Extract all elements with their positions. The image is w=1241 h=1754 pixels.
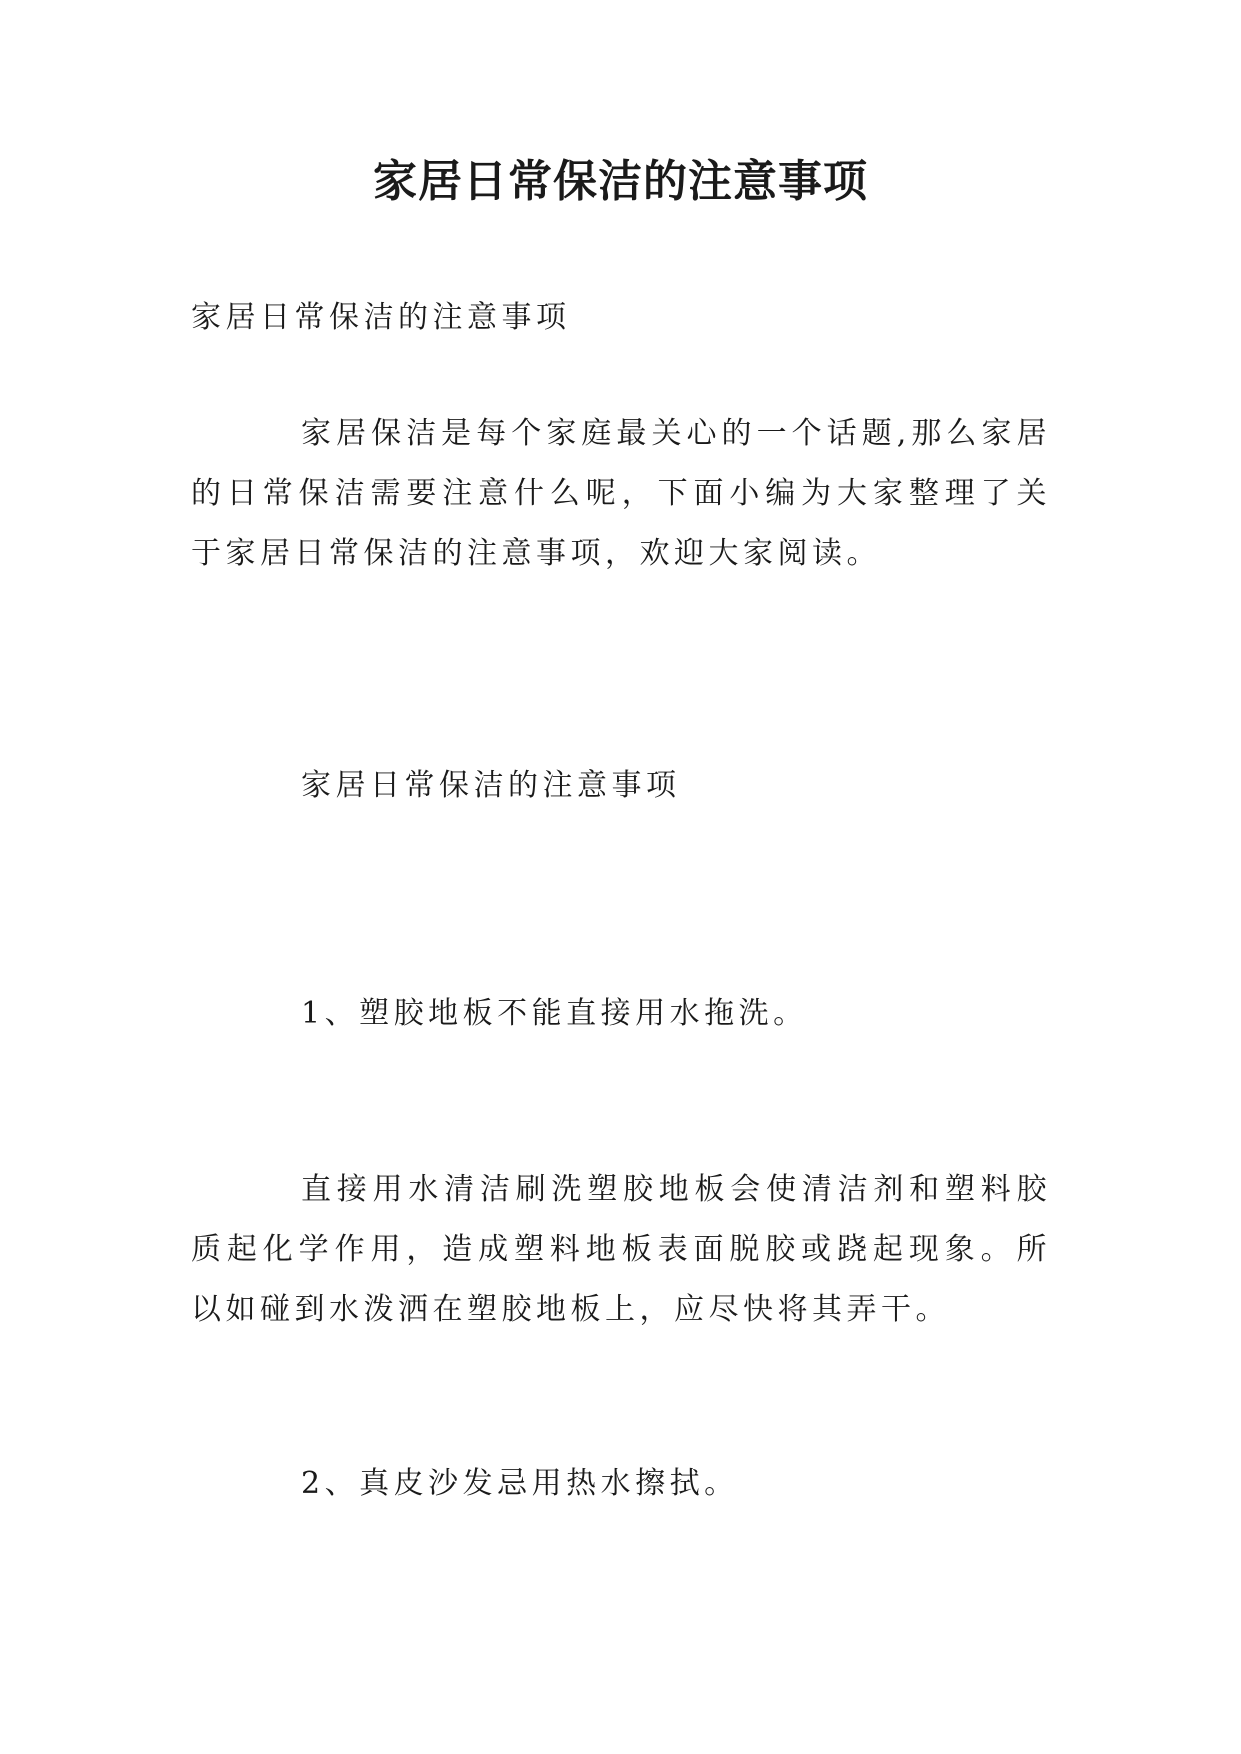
item-1-heading: 1、塑胶地板不能直接用水拖洗。 — [301, 996, 808, 1031]
section-heading: 家居日常保洁的注意事项 — [301, 768, 681, 803]
intro-paragraph: 家居保洁是每个家庭最关心的一个话题,那么家居的日常保洁需要注意什么呢，下面小编为大家整理了关于家居日常保洁的注意事项，欢迎大家阅读。 — [191, 416, 1051, 571]
item-1-body: 直接用水清洁刷洗塑胶地板会使清洁剂和塑料胶质起化学作用，造成塑料地板表面脱胶或跷起现象。所以如碰到水泼洒在塑胶地板上，应尽快将其弄干。 — [191, 1172, 1051, 1327]
subtitle-paragraph: 家居日常保洁的注意事项 — [191, 300, 571, 335]
document-title: 家居日常保洁的注意事项 — [373, 156, 868, 207]
item-2-heading: 2、真皮沙发忌用热水擦拭。 — [301, 1466, 739, 1501]
